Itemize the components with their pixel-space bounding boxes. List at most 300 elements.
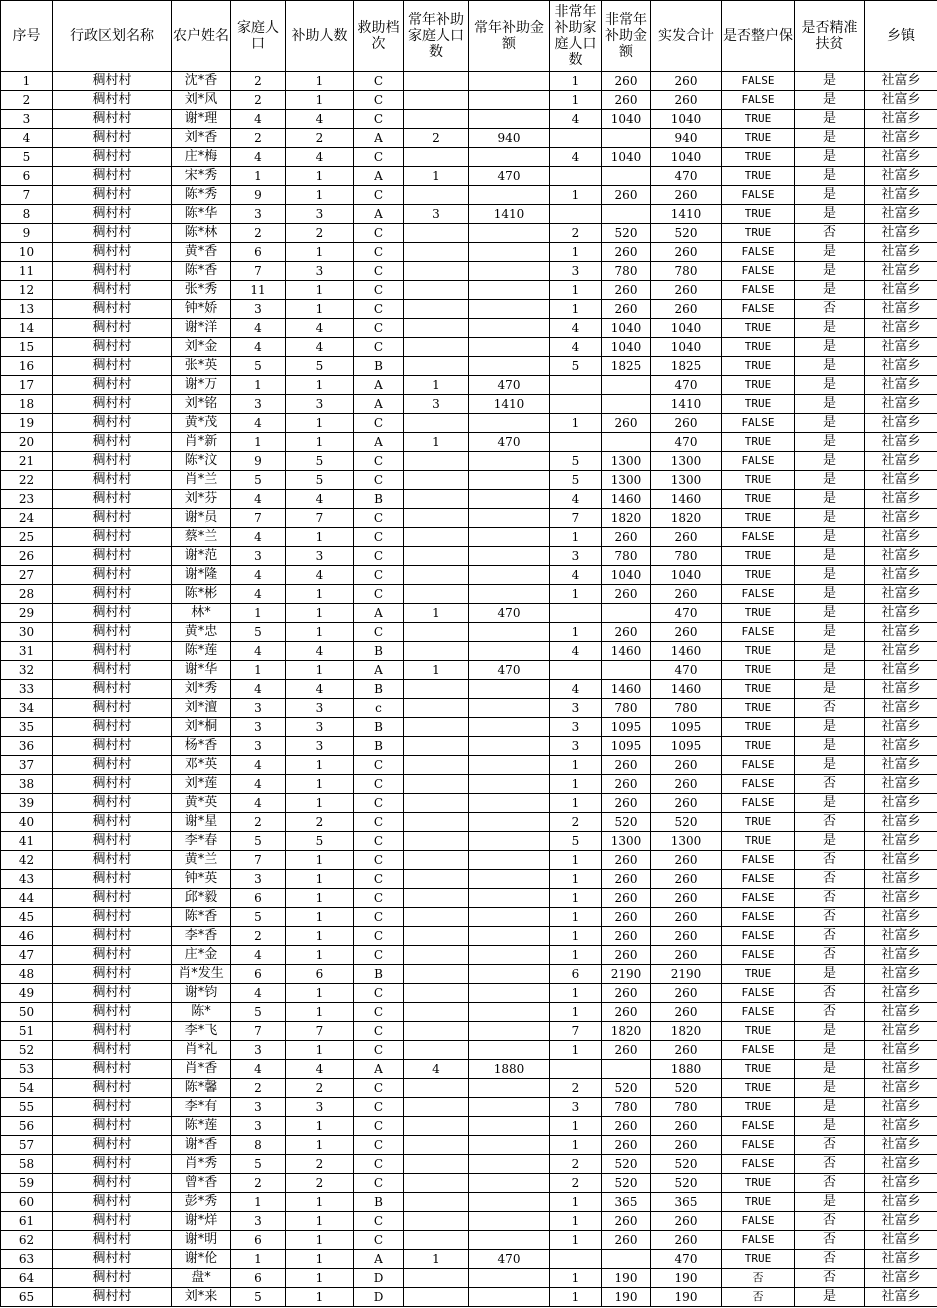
cell-total[interactable]: 260 — [651, 1136, 722, 1155]
cell-subsidized-count[interactable]: 1 — [286, 186, 354, 205]
cell-level[interactable]: B — [354, 965, 404, 984]
cell-irregular-amount[interactable]: 1040 — [602, 338, 651, 357]
cell-poverty-targeted[interactable]: 是 — [795, 186, 865, 205]
cell-total[interactable]: 470 — [651, 376, 722, 395]
cell-name[interactable]: 盘* — [172, 1269, 231, 1288]
cell-subsidized-count[interactable]: 5 — [286, 452, 354, 471]
cell-regular-amount[interactable] — [469, 566, 550, 585]
table-row[interactable] — [1, 775, 937, 794]
cell-township[interactable]: 社富乡 — [865, 1269, 937, 1288]
cell-name[interactable]: 陈*秀 — [172, 186, 231, 205]
cell-total[interactable]: 1040 — [651, 338, 722, 357]
cell-subsidized-count[interactable]: 1 — [286, 1288, 354, 1307]
cell-township[interactable]: 社富乡 — [865, 452, 937, 471]
cell-regular-count[interactable] — [404, 585, 469, 604]
cell-division[interactable]: 稠村村 — [53, 1117, 172, 1136]
cell-division[interactable]: 稠村村 — [53, 338, 172, 357]
cell-index[interactable]: 29 — [1, 604, 53, 623]
cell-regular-count[interactable] — [404, 1212, 469, 1231]
cell-irregular-count[interactable] — [550, 167, 602, 186]
cell-whole-household[interactable]: FALSE — [722, 1003, 795, 1022]
table-row[interactable] — [1, 737, 937, 756]
cell-index[interactable]: 18 — [1, 395, 53, 414]
cell-subsidized-count[interactable]: 1 — [286, 908, 354, 927]
cell-whole-household[interactable]: TRUE — [722, 148, 795, 167]
cell-subsidized-count[interactable]: 1 — [286, 243, 354, 262]
cell-whole-household[interactable]: TRUE — [722, 319, 795, 338]
cell-total[interactable]: 260 — [651, 1003, 722, 1022]
cell-index[interactable]: 35 — [1, 718, 53, 737]
cell-division[interactable]: 稠村村 — [53, 851, 172, 870]
cell-irregular-amount[interactable]: 1820 — [602, 509, 651, 528]
cell-poverty-targeted[interactable]: 是 — [795, 281, 865, 300]
cell-name[interactable]: 肖*新 — [172, 433, 231, 452]
cell-name[interactable]: 陈*香 — [172, 262, 231, 281]
cell-name[interactable]: 李*飞 — [172, 1022, 231, 1041]
cell-irregular-amount[interactable]: 260 — [602, 1231, 651, 1250]
col-header-index[interactable]: 序号 — [1, 1, 53, 72]
cell-family-size[interactable]: 3 — [231, 737, 286, 756]
cell-regular-count[interactable] — [404, 1155, 469, 1174]
cell-township[interactable]: 社富乡 — [865, 1117, 937, 1136]
col-header-irregular-count[interactable]: 非常年补助家庭人口数 — [550, 1, 602, 72]
cell-irregular-count[interactable]: 1 — [550, 72, 602, 91]
cell-poverty-targeted[interactable]: 是 — [795, 1117, 865, 1136]
cell-whole-household[interactable]: TRUE — [722, 376, 795, 395]
cell-name[interactable]: 黄*英 — [172, 794, 231, 813]
cell-subsidized-count[interactable]: 7 — [286, 1022, 354, 1041]
cell-irregular-count[interactable]: 1 — [550, 1003, 602, 1022]
cell-township[interactable]: 社富乡 — [865, 1155, 937, 1174]
cell-regular-count[interactable] — [404, 889, 469, 908]
cell-division[interactable]: 稠村村 — [53, 243, 172, 262]
cell-division[interactable]: 稠村村 — [53, 205, 172, 224]
cell-poverty-targeted[interactable]: 是 — [795, 1022, 865, 1041]
cell-whole-household[interactable]: FALSE — [722, 243, 795, 262]
cell-name[interactable]: 蔡*兰 — [172, 528, 231, 547]
cell-poverty-targeted[interactable]: 是 — [795, 129, 865, 148]
cell-subsidized-count[interactable]: 1 — [286, 927, 354, 946]
cell-name[interactable]: 李*香 — [172, 927, 231, 946]
cell-family-size[interactable]: 3 — [231, 1041, 286, 1060]
cell-regular-count[interactable] — [404, 338, 469, 357]
cell-whole-household[interactable]: FALSE — [722, 908, 795, 927]
cell-level[interactable]: C — [354, 338, 404, 357]
cell-whole-household[interactable]: 否 — [722, 1288, 795, 1307]
cell-family-size[interactable]: 2 — [231, 129, 286, 148]
cell-name[interactable]: 刘*芬 — [172, 490, 231, 509]
table-row[interactable] — [1, 927, 937, 946]
table-row[interactable] — [1, 414, 937, 433]
cell-index[interactable]: 61 — [1, 1212, 53, 1231]
cell-poverty-targeted[interactable]: 否 — [795, 984, 865, 1003]
cell-index[interactable]: 25 — [1, 528, 53, 547]
cell-poverty-targeted[interactable]: 是 — [795, 91, 865, 110]
cell-whole-household[interactable]: TRUE — [722, 965, 795, 984]
cell-whole-household[interactable]: FALSE — [722, 1041, 795, 1060]
cell-regular-count[interactable] — [404, 908, 469, 927]
cell-poverty-targeted[interactable]: 是 — [795, 490, 865, 509]
cell-subsidized-count[interactable]: 1 — [286, 604, 354, 623]
cell-regular-count[interactable] — [404, 946, 469, 965]
cell-whole-household[interactable]: TRUE — [722, 566, 795, 585]
cell-irregular-amount[interactable] — [602, 376, 651, 395]
cell-whole-household[interactable]: TRUE — [722, 1193, 795, 1212]
cell-name[interactable]: 刘*澶 — [172, 699, 231, 718]
cell-regular-amount[interactable] — [469, 756, 550, 775]
cell-whole-household[interactable]: TRUE — [722, 338, 795, 357]
cell-index[interactable]: 47 — [1, 946, 53, 965]
cell-level[interactable]: B — [354, 1193, 404, 1212]
cell-total[interactable]: 190 — [651, 1288, 722, 1307]
cell-family-size[interactable]: 4 — [231, 946, 286, 965]
cell-division[interactable]: 稠村村 — [53, 832, 172, 851]
cell-township[interactable]: 社富乡 — [865, 243, 937, 262]
cell-poverty-targeted[interactable]: 否 — [795, 1155, 865, 1174]
cell-name[interactable]: 肖*礼 — [172, 1041, 231, 1060]
cell-index[interactable]: 7 — [1, 186, 53, 205]
cell-index[interactable]: 53 — [1, 1060, 53, 1079]
cell-regular-count[interactable] — [404, 1269, 469, 1288]
col-header-division[interactable]: 行政区划名称 — [53, 1, 172, 72]
cell-division[interactable]: 稠村村 — [53, 661, 172, 680]
cell-regular-count[interactable] — [404, 148, 469, 167]
cell-regular-amount[interactable]: 1410 — [469, 205, 550, 224]
cell-whole-household[interactable]: TRUE — [722, 110, 795, 129]
cell-irregular-count[interactable]: 1 — [550, 91, 602, 110]
cell-division[interactable]: 稠村村 — [53, 509, 172, 528]
cell-level[interactable]: C — [354, 72, 404, 91]
cell-township[interactable]: 社富乡 — [865, 585, 937, 604]
cell-poverty-targeted[interactable]: 是 — [795, 1193, 865, 1212]
cell-subsidized-count[interactable]: 1 — [286, 1231, 354, 1250]
cell-subsidized-count[interactable]: 4 — [286, 566, 354, 585]
cell-index[interactable]: 60 — [1, 1193, 53, 1212]
cell-family-size[interactable]: 1 — [231, 604, 286, 623]
cell-township[interactable]: 社富乡 — [865, 395, 937, 414]
cell-regular-count[interactable] — [404, 699, 469, 718]
cell-township[interactable]: 社富乡 — [865, 1022, 937, 1041]
cell-whole-household[interactable]: TRUE — [722, 547, 795, 566]
cell-regular-count[interactable] — [404, 1003, 469, 1022]
cell-whole-household[interactable]: FALSE — [722, 72, 795, 91]
cell-level[interactable]: C — [354, 1041, 404, 1060]
col-header-total[interactable]: 实发合计 — [651, 1, 722, 72]
cell-irregular-count[interactable]: 5 — [550, 471, 602, 490]
cell-level[interactable]: A — [354, 376, 404, 395]
cell-name[interactable]: 陈*汶 — [172, 452, 231, 471]
cell-index[interactable]: 56 — [1, 1117, 53, 1136]
table-row[interactable] — [1, 167, 937, 186]
cell-level[interactable]: C — [354, 281, 404, 300]
cell-family-size[interactable]: 4 — [231, 414, 286, 433]
cell-subsidized-count[interactable]: 1 — [286, 433, 354, 452]
table-row[interactable] — [1, 72, 937, 91]
cell-index[interactable]: 12 — [1, 281, 53, 300]
cell-total[interactable]: 520 — [651, 1079, 722, 1098]
cell-name[interactable]: 刘*秀 — [172, 680, 231, 699]
cell-family-size[interactable]: 4 — [231, 794, 286, 813]
cell-level[interactable]: C — [354, 1155, 404, 1174]
cell-division[interactable]: 稠村村 — [53, 927, 172, 946]
cell-poverty-targeted[interactable]: 是 — [795, 509, 865, 528]
cell-poverty-targeted[interactable]: 否 — [795, 1231, 865, 1250]
cell-index[interactable]: 26 — [1, 547, 53, 566]
cell-irregular-amount[interactable]: 260 — [602, 908, 651, 927]
cell-poverty-targeted[interactable]: 是 — [795, 737, 865, 756]
cell-total[interactable]: 1410 — [651, 205, 722, 224]
cell-regular-amount[interactable] — [469, 775, 550, 794]
cell-irregular-count[interactable]: 1 — [550, 623, 602, 642]
cell-township[interactable]: 社富乡 — [865, 471, 937, 490]
table-row[interactable] — [1, 319, 937, 338]
cell-name[interactable]: 李*有 — [172, 1098, 231, 1117]
cell-name[interactable]: 肖*兰 — [172, 471, 231, 490]
cell-family-size[interactable]: 4 — [231, 756, 286, 775]
cell-division[interactable]: 稠村村 — [53, 889, 172, 908]
cell-irregular-amount[interactable]: 260 — [602, 72, 651, 91]
table-row[interactable] — [1, 908, 937, 927]
cell-poverty-targeted[interactable]: 是 — [795, 794, 865, 813]
cell-whole-household[interactable]: TRUE — [722, 1079, 795, 1098]
cell-family-size[interactable]: 1 — [231, 1193, 286, 1212]
cell-whole-household[interactable]: FALSE — [722, 300, 795, 319]
cell-total[interactable]: 260 — [651, 72, 722, 91]
cell-level[interactable]: A — [354, 205, 404, 224]
cell-regular-amount[interactable] — [469, 452, 550, 471]
cell-family-size[interactable]: 2 — [231, 813, 286, 832]
cell-poverty-targeted[interactable]: 是 — [795, 680, 865, 699]
cell-total[interactable]: 1095 — [651, 718, 722, 737]
cell-irregular-amount[interactable] — [602, 129, 651, 148]
cell-total[interactable]: 1410 — [651, 395, 722, 414]
table-row[interactable] — [1, 91, 937, 110]
cell-division[interactable]: 稠村村 — [53, 1098, 172, 1117]
cell-regular-count[interactable]: 3 — [404, 205, 469, 224]
cell-subsidized-count[interactable]: 1 — [286, 1250, 354, 1269]
cell-poverty-targeted[interactable]: 是 — [795, 205, 865, 224]
cell-family-size[interactable]: 3 — [231, 205, 286, 224]
cell-regular-count[interactable] — [404, 927, 469, 946]
cell-township[interactable]: 社富乡 — [865, 604, 937, 623]
cell-irregular-amount[interactable]: 780 — [602, 699, 651, 718]
cell-poverty-targeted[interactable]: 否 — [795, 1174, 865, 1193]
cell-index[interactable]: 16 — [1, 357, 53, 376]
cell-poverty-targeted[interactable]: 是 — [795, 1041, 865, 1060]
table-row[interactable] — [1, 794, 937, 813]
table-row[interactable] — [1, 946, 937, 965]
cell-township[interactable]: 社富乡 — [865, 414, 937, 433]
cell-whole-household[interactable]: TRUE — [722, 813, 795, 832]
cell-name[interactable]: 刘*金 — [172, 338, 231, 357]
cell-regular-amount[interactable] — [469, 243, 550, 262]
cell-regular-amount[interactable] — [469, 585, 550, 604]
cell-irregular-amount[interactable]: 260 — [602, 889, 651, 908]
cell-township[interactable]: 社富乡 — [865, 623, 937, 642]
cell-division[interactable]: 稠村村 — [53, 1060, 172, 1079]
cell-name[interactable]: 谢*烊 — [172, 1212, 231, 1231]
cell-total[interactable]: 260 — [651, 927, 722, 946]
cell-township[interactable]: 社富乡 — [865, 946, 937, 965]
table-row[interactable] — [1, 148, 937, 167]
cell-regular-count[interactable] — [404, 528, 469, 547]
cell-division[interactable]: 稠村村 — [53, 452, 172, 471]
table-row[interactable] — [1, 566, 937, 585]
cell-whole-household[interactable]: TRUE — [722, 433, 795, 452]
cell-whole-household[interactable]: FALSE — [722, 851, 795, 870]
col-header-poverty-targeted[interactable]: 是否精准扶贫 — [795, 1, 865, 72]
cell-subsidized-count[interactable]: 3 — [286, 547, 354, 566]
cell-regular-amount[interactable] — [469, 870, 550, 889]
cell-whole-household[interactable]: TRUE — [722, 1022, 795, 1041]
table-row[interactable] — [1, 452, 937, 471]
cell-subsidized-count[interactable]: 1 — [286, 1003, 354, 1022]
cell-whole-household[interactable]: FALSE — [722, 1136, 795, 1155]
cell-township[interactable]: 社富乡 — [865, 1060, 937, 1079]
cell-level[interactable]: C — [354, 110, 404, 129]
cell-regular-count[interactable]: 4 — [404, 1060, 469, 1079]
table-row[interactable] — [1, 604, 937, 623]
cell-name[interactable]: 谢*洋 — [172, 319, 231, 338]
cell-regular-count[interactable]: 1 — [404, 1250, 469, 1269]
cell-irregular-amount[interactable] — [602, 1250, 651, 1269]
cell-family-size[interactable]: 4 — [231, 319, 286, 338]
cell-total[interactable]: 1300 — [651, 471, 722, 490]
cell-regular-count[interactable]: 1 — [404, 604, 469, 623]
cell-township[interactable]: 社富乡 — [865, 775, 937, 794]
cell-total[interactable]: 260 — [651, 851, 722, 870]
cell-regular-amount[interactable] — [469, 1269, 550, 1288]
cell-total[interactable]: 1820 — [651, 509, 722, 528]
cell-regular-amount[interactable] — [469, 1231, 550, 1250]
cell-township[interactable]: 社富乡 — [865, 889, 937, 908]
cell-irregular-count[interactable]: 3 — [550, 262, 602, 281]
cell-name[interactable]: 肖*发生 — [172, 965, 231, 984]
cell-regular-amount[interactable] — [469, 338, 550, 357]
cell-division[interactable]: 稠村村 — [53, 414, 172, 433]
cell-division[interactable]: 稠村村 — [53, 946, 172, 965]
cell-family-size[interactable]: 6 — [231, 965, 286, 984]
cell-poverty-targeted[interactable]: 否 — [795, 300, 865, 319]
cell-irregular-amount[interactable]: 520 — [602, 224, 651, 243]
cell-regular-count[interactable] — [404, 110, 469, 129]
cell-poverty-targeted[interactable]: 是 — [795, 661, 865, 680]
cell-name[interactable]: 谢*范 — [172, 547, 231, 566]
cell-regular-amount[interactable] — [469, 927, 550, 946]
cell-regular-count[interactable] — [404, 224, 469, 243]
cell-subsidized-count[interactable]: 1 — [286, 984, 354, 1003]
cell-level[interactable]: C — [354, 243, 404, 262]
cell-poverty-targeted[interactable]: 是 — [795, 965, 865, 984]
cell-irregular-count[interactable]: 1 — [550, 243, 602, 262]
cell-regular-count[interactable] — [404, 623, 469, 642]
table-row[interactable] — [1, 851, 937, 870]
cell-index[interactable]: 46 — [1, 927, 53, 946]
cell-whole-household[interactable]: TRUE — [722, 680, 795, 699]
cell-poverty-targeted[interactable]: 否 — [795, 1269, 865, 1288]
cell-irregular-count[interactable]: 1 — [550, 281, 602, 300]
cell-irregular-count[interactable]: 1 — [550, 851, 602, 870]
cell-subsidized-count[interactable]: 1 — [286, 1136, 354, 1155]
cell-division[interactable]: 稠村村 — [53, 813, 172, 832]
cell-division[interactable]: 稠村村 — [53, 1079, 172, 1098]
cell-family-size[interactable]: 5 — [231, 832, 286, 851]
cell-irregular-count[interactable]: 1 — [550, 300, 602, 319]
cell-township[interactable]: 社富乡 — [865, 566, 937, 585]
cell-irregular-count[interactable]: 1 — [550, 1212, 602, 1231]
cell-level[interactable]: C — [354, 1212, 404, 1231]
cell-level[interactable]: D — [354, 1288, 404, 1307]
cell-poverty-targeted[interactable]: 否 — [795, 1212, 865, 1231]
cell-township[interactable]: 社富乡 — [865, 680, 937, 699]
cell-regular-amount[interactable] — [469, 509, 550, 528]
cell-family-size[interactable]: 7 — [231, 509, 286, 528]
table-row[interactable] — [1, 357, 937, 376]
cell-irregular-amount[interactable]: 2190 — [602, 965, 651, 984]
cell-subsidized-count[interactable]: 1 — [286, 756, 354, 775]
cell-total[interactable]: 470 — [651, 661, 722, 680]
cell-regular-amount[interactable] — [469, 1136, 550, 1155]
col-header-irregular-amount[interactable]: 非常年补助金额 — [602, 1, 651, 72]
cell-level[interactable]: C — [354, 148, 404, 167]
cell-regular-count[interactable]: 1 — [404, 661, 469, 680]
cell-whole-household[interactable]: TRUE — [722, 357, 795, 376]
cell-irregular-amount[interactable]: 260 — [602, 794, 651, 813]
cell-whole-household[interactable]: TRUE — [722, 699, 795, 718]
cell-division[interactable]: 稠村村 — [53, 1193, 172, 1212]
cell-level[interactable]: C — [354, 889, 404, 908]
cell-subsidized-count[interactable]: 1 — [286, 281, 354, 300]
cell-irregular-amount[interactable]: 1460 — [602, 680, 651, 699]
table-row[interactable] — [1, 110, 937, 129]
cell-township[interactable]: 社富乡 — [865, 1288, 937, 1307]
cell-family-size[interactable]: 1 — [231, 661, 286, 680]
cell-irregular-count[interactable]: 4 — [550, 148, 602, 167]
cell-subsidized-count[interactable]: 5 — [286, 357, 354, 376]
cell-regular-count[interactable] — [404, 984, 469, 1003]
cell-division[interactable]: 稠村村 — [53, 395, 172, 414]
cell-regular-amount[interactable] — [469, 908, 550, 927]
cell-poverty-targeted[interactable]: 是 — [795, 528, 865, 547]
cell-regular-count[interactable] — [404, 243, 469, 262]
cell-subsidized-count[interactable]: 1 — [286, 91, 354, 110]
cell-total[interactable]: 940 — [651, 129, 722, 148]
cell-irregular-count[interactable]: 1 — [550, 1117, 602, 1136]
cell-division[interactable]: 稠村村 — [53, 1003, 172, 1022]
cell-regular-count[interactable] — [404, 566, 469, 585]
cell-poverty-targeted[interactable]: 否 — [795, 870, 865, 889]
cell-family-size[interactable]: 4 — [231, 148, 286, 167]
cell-township[interactable]: 社富乡 — [865, 1041, 937, 1060]
cell-irregular-count[interactable]: 5 — [550, 357, 602, 376]
cell-regular-amount[interactable] — [469, 1117, 550, 1136]
cell-subsidized-count[interactable]: 4 — [286, 148, 354, 167]
cell-index[interactable]: 10 — [1, 243, 53, 262]
cell-name[interactable]: 邓*英 — [172, 756, 231, 775]
cell-subsidized-count[interactable]: 1 — [286, 870, 354, 889]
cell-level[interactable]: C — [354, 224, 404, 243]
cell-whole-household[interactable]: TRUE — [722, 509, 795, 528]
cell-poverty-targeted[interactable]: 是 — [795, 642, 865, 661]
cell-division[interactable]: 稠村村 — [53, 1174, 172, 1193]
cell-total[interactable]: 260 — [651, 186, 722, 205]
cell-irregular-count[interactable]: 1 — [550, 1136, 602, 1155]
cell-regular-amount[interactable]: 470 — [469, 433, 550, 452]
cell-poverty-targeted[interactable]: 否 — [795, 889, 865, 908]
cell-township[interactable]: 社富乡 — [865, 756, 937, 775]
cell-irregular-amount[interactable]: 260 — [602, 1003, 651, 1022]
cell-poverty-targeted[interactable]: 是 — [795, 832, 865, 851]
